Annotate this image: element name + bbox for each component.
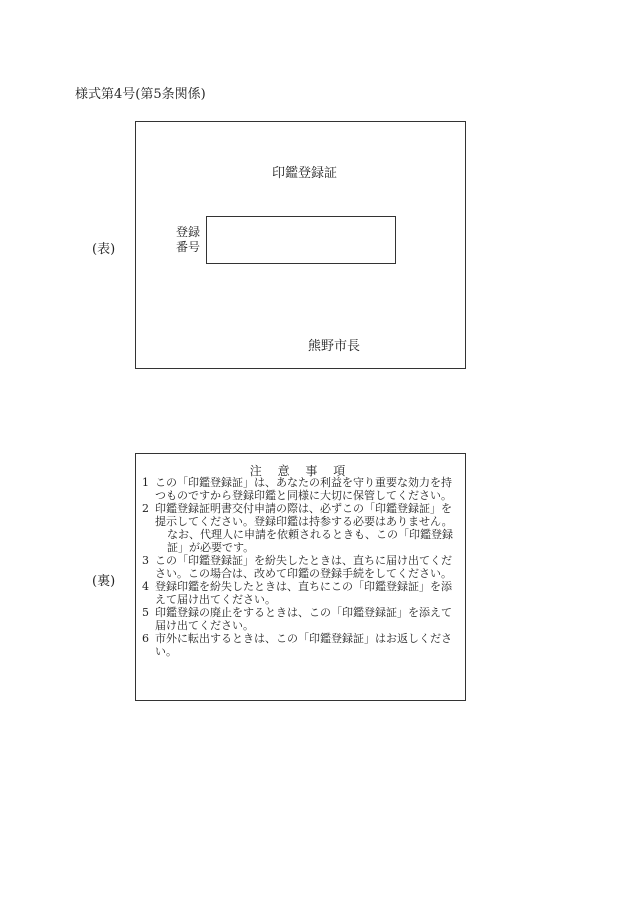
card-title: 印鑑登録証 (272, 166, 338, 181)
notice-item-text: なお、代理人に申請を依頼されるときも、この「印鑑登録証」が必要です。 (167, 528, 453, 554)
notice-item-text: 登録印鑑を紛失したときは、直ちにこの「印鑑登録証」を添えて届け出てください。 (155, 580, 452, 606)
registration-number-box (206, 216, 396, 264)
form-number: 様式第4号(第5条関係) (75, 87, 206, 102)
notice-item-number: 2 (142, 502, 149, 515)
notice-item-number: 5 (142, 606, 149, 619)
notice-item (142, 476, 462, 502)
notice-item-number: 4 (142, 580, 149, 593)
notice-item-text: 市外に転出するときは、この「印鑑登録証」はお返しください。 (155, 632, 452, 658)
notice-title: 注 意 事 項 (249, 464, 352, 478)
seal-card-back (135, 453, 466, 701)
registration-label-line2: 番号 (176, 240, 201, 254)
notice-item-text: この「印鑑登録証」を紛失したときは、直ちに届け出てください。この場合は、改めて印鑑の登録手続をしてください。 (155, 554, 452, 580)
notice-item-text: 印鑑登録証明書交付申請の際は、必ずこの「印鑑登録証」を提示してください。登録印鑑は持参する必要はありません。 (155, 502, 453, 528)
notice-item-text: 印鑑登録の廃止をするときは、この「印鑑登録証」を添えて届け出てください。 (155, 606, 452, 632)
notice-item-text: この「印鑑登録証」は、あなたの利益を守り重要な効力を持つものですから登録印鑑と同様に大切に保管してください。 (155, 476, 452, 502)
notice-list (142, 476, 462, 658)
notice-item-number: 3 (142, 554, 149, 567)
front-side-label: (表) (92, 242, 116, 257)
notice-item (142, 606, 462, 632)
registration-label-line1: 登録 (176, 225, 201, 239)
seal-card-front (135, 121, 466, 369)
issuer-name: 熊野市長 (308, 339, 361, 354)
notice-item (142, 632, 462, 658)
back-side-label: (裏) (92, 574, 116, 589)
notice-item (142, 554, 462, 580)
notice-item (142, 502, 462, 528)
notice-item-number: 1 (142, 476, 149, 489)
registration-number-label (176, 225, 206, 255)
notice-item-number: 6 (142, 632, 149, 645)
notice-item (142, 580, 462, 606)
